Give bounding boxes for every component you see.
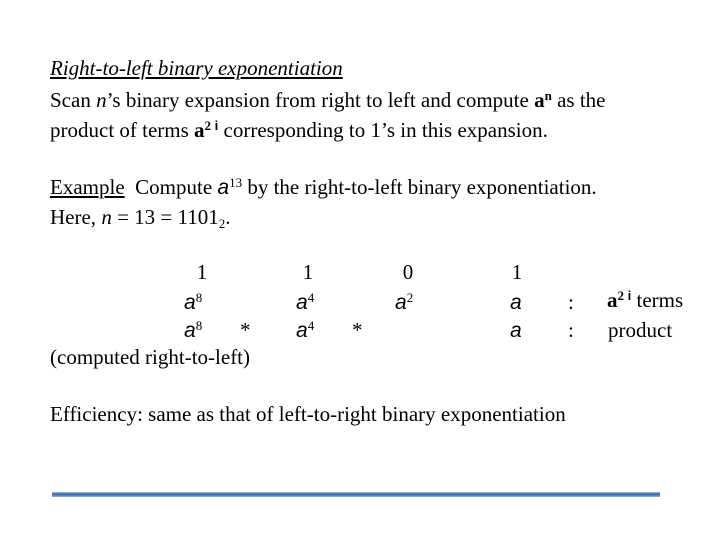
footer-rule (52, 492, 660, 497)
product-colon: : (568, 318, 574, 342)
intro-end: as the (551, 88, 606, 112)
term-base: a (510, 291, 522, 314)
term-cell (395, 289, 414, 314)
product-base: a (184, 319, 196, 342)
term-base: a (395, 291, 407, 314)
intro-n: n (96, 88, 107, 112)
example-line-2 (50, 205, 231, 231)
terms-label-text: terms (631, 288, 684, 312)
example-here: Here, (50, 205, 102, 229)
terms-label-two: 2 (617, 287, 625, 303)
intro-term-two: 2 (204, 117, 212, 133)
intro-term-i: i (211, 117, 219, 133)
term-exp: 2 (406, 289, 414, 305)
computed-note: (computed right-to-left) (50, 345, 251, 369)
example-sub: 2 (218, 215, 226, 231)
example-exp: 13 (229, 174, 243, 190)
product-base: a (296, 319, 308, 342)
intro-line2-end: corresponding to 1’s in this expansion. (218, 118, 548, 142)
term-cell (184, 289, 203, 314)
bit-cell: 0 (402, 260, 414, 284)
intro-line-1 (50, 87, 606, 112)
product-exp: 8 (195, 317, 203, 333)
term-cell (510, 292, 522, 313)
product-label: product (608, 318, 673, 342)
terms-label-exp (618, 288, 632, 303)
example-text1: Compute (124, 175, 218, 199)
intro-term-a: a (194, 118, 205, 142)
bit-cell: 1 (511, 260, 523, 284)
product-cell (296, 317, 315, 342)
slide-title: Right-to-left binary exponentiation (50, 56, 343, 80)
product-star: * (240, 318, 251, 342)
term-cell (296, 289, 315, 314)
bit-cell: 1 (196, 260, 208, 284)
product-cell (510, 320, 522, 341)
example-n: n (101, 205, 112, 229)
product-star: * (352, 318, 363, 342)
example-label: Example (50, 175, 125, 199)
product-exp: 4 (307, 317, 315, 333)
terms-label-i: i (624, 287, 632, 303)
example-eq: = 13 = 1101 (111, 205, 219, 229)
product-base: a (510, 319, 522, 342)
bit-cell: 1 (302, 260, 314, 284)
term-base: a (184, 291, 196, 314)
term-exp: 8 (195, 289, 203, 305)
intro-a: a (534, 88, 545, 112)
term-exp: 4 (307, 289, 315, 305)
term-base: a (296, 291, 308, 314)
terms-colon: : (568, 290, 574, 314)
efficiency-text: Efficiency: same as that of left-to-right binary exponentiation (50, 402, 566, 426)
product-cell (184, 317, 203, 342)
example-period: . (225, 205, 231, 229)
intro-n-sup: n (544, 87, 552, 103)
example-line-1 (50, 174, 597, 199)
intro-line-2 (50, 117, 548, 142)
intro-line2-start: product of terms (50, 118, 195, 142)
intro-scan: Scan (50, 88, 97, 112)
intro-term-exp (205, 118, 219, 133)
example-a: a (217, 176, 230, 199)
intro-after-n: ’s binary expansion from right to left and compute (106, 88, 535, 112)
terms-label-a: a (607, 288, 618, 312)
example-text2: by the right-to-left binary exponentiation. (242, 175, 597, 199)
terms-label (607, 287, 684, 312)
